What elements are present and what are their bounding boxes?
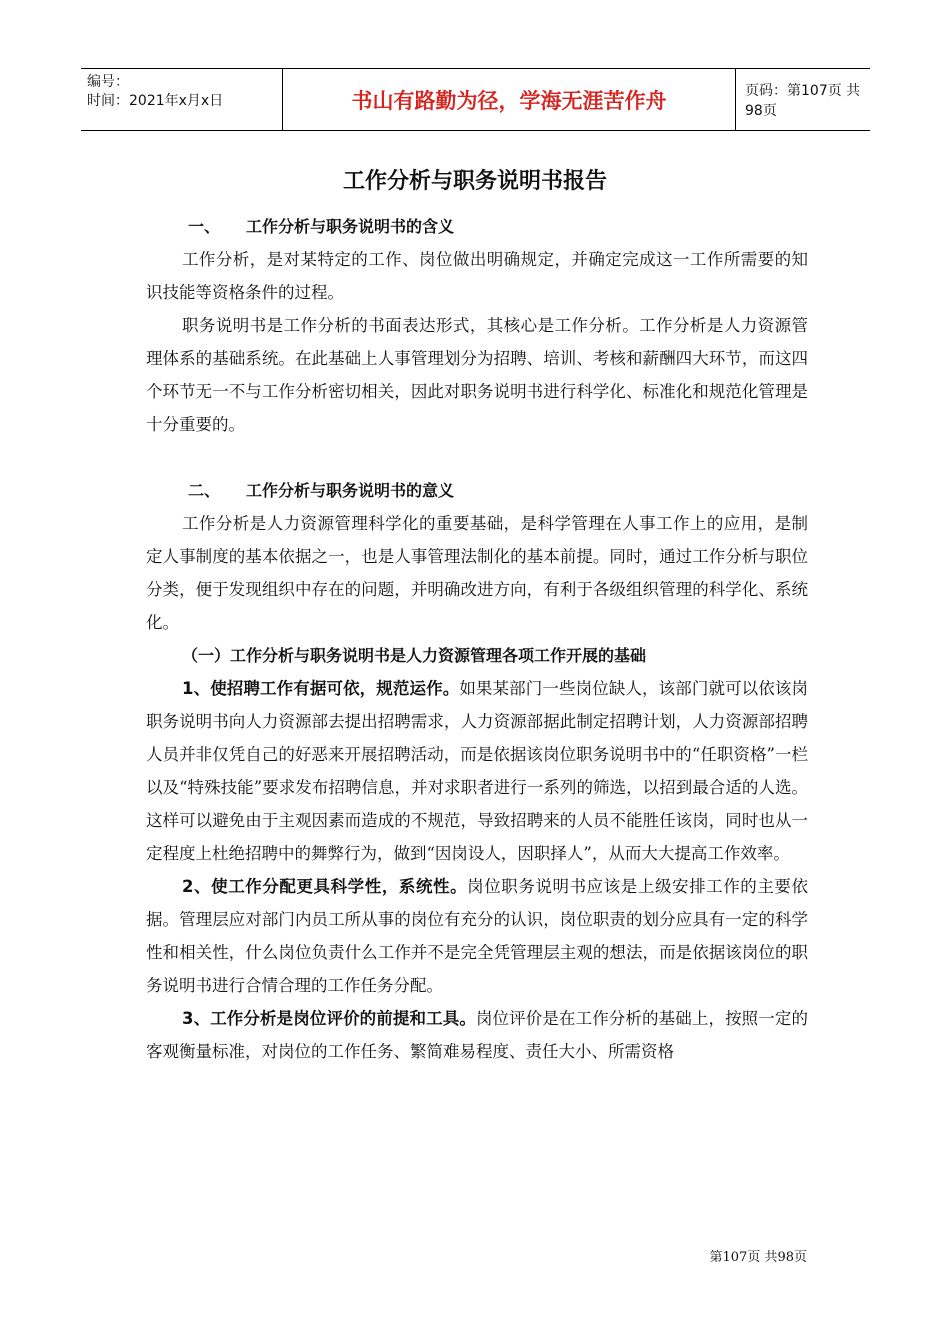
page-title: 工作分析与职务说明书报告 <box>342 169 607 194</box>
document-body <box>146 210 808 1068</box>
list-item <box>146 672 808 870</box>
list-item <box>146 1002 808 1068</box>
list-item <box>146 870 808 1002</box>
header-table <box>81 68 870 131</box>
header-page-label: 页码：第107页 共98页 <box>745 82 861 119</box>
header-info-cell <box>81 69 282 130</box>
item-text: 如果某部门一些岗位缺人，该部门就可以依该岗职务说明书向人力资源部去提出招聘需求，人力资源部据此制定招聘计划，人力资源部招聘人员并非仅凭自己的好恶来开展招聘活动，而是依据该岗位职务说明书中的“任职资格”一栏以及“特殊技能”要求发布招聘信息，并对求职者进行一系列的筛选，以招到最合适的人选。这样可以避免由于主观因素而造成的不规范，导致招聘来的人员不能胜任该岗，同时也从一定程度上杜绝招聘中的舞弊行为，做到“因岗设人，因职择人”，从而大大提高工作效率。 <box>146 679 808 863</box>
item-lead: 3、工作分析是岗位评价的前提和工具。 <box>182 1009 476 1028</box>
item-text: 岗位职务说明书应该是上级安排工作的主要依据。管理层应对部门内员工所从事的岗位有充分的认识，岗位职责的划分应具有一定的科学性和相关性，什么岗位负责什么工作并不是完全凭管理层主观的想法，而是依据该岗位的职务说明书进行合情合理的工作任务分配。 <box>146 877 808 995</box>
item-lead: 1、使招聘工作有据可依，规范运作。 <box>182 679 460 698</box>
paragraph: 职务说明书是工作分析的书面表达形式，其核心是工作分析。工作分析是人力资源管理体系的基础系统。在此基础上人事管理划分为招聘、培训、考核和薪酬四大环节，而这四个环节无一不与工作分析密切相关，因此对职务说明书进行科学化、标准化和规范化管理是十分重要的。 <box>146 316 808 434</box>
item-text: 岗位评价是在工作分析的基础上，按照一定的客观衡量标准，对岗位的工作任务、繁简难易程度、责任大小、所需资格 <box>146 1009 808 1061</box>
paragraph: 工作分析，是对某特定的工作、岗位做出明确规定，并确定完成这一工作所需要的知识技能等资格条件的过程。 <box>146 250 808 302</box>
document-number-label: 编号： <box>87 74 129 90</box>
item-lead: 2、使工作分配更具科学性，系统性。 <box>182 877 468 896</box>
document-time-label: 时间：2021年x月x日 <box>87 93 224 109</box>
section-heading-2 <box>146 474 808 507</box>
paragraph: 工作分析是人力资源管理科学化的重要基础，是科学管理在人事工作上的应用，是制定人事制度的基本依据之一，也是人事管理法制化的基本前提。同时，通过工作分析与职位分类，便于发现组织中存在的问题，并明确改进方向，有利于各级组织管理的科学化、系统化。 <box>146 514 808 632</box>
section-title: 工作分析与职务说明书的意义 <box>246 481 455 500</box>
page-footer: 第107页 共98页 <box>709 1250 807 1265</box>
subsection-heading: （一）工作分析与职务说明书是人力资源管理各项工作开展的基础 <box>182 646 647 665</box>
section-title: 工作分析与职务说明书的含义 <box>246 217 455 236</box>
section-number: 二、 <box>188 481 221 500</box>
section-number: 一、 <box>188 217 221 236</box>
section-heading-1 <box>146 210 808 243</box>
header-motto: 书山有路勤为径，学海无涯苦作舟 <box>282 69 736 130</box>
